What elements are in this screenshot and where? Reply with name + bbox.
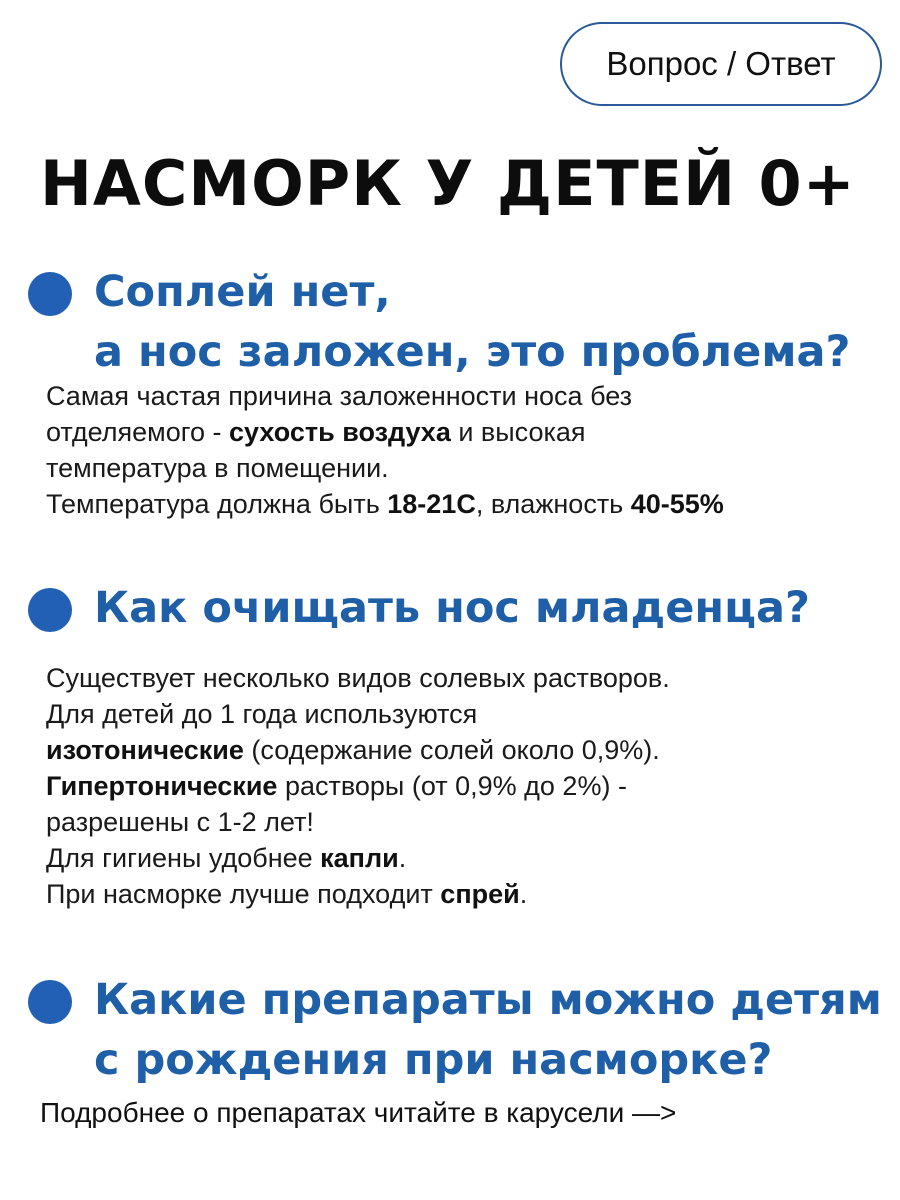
text-line: изотонические (содержание солей около 0,9%). [46, 735, 660, 765]
text-line: Самая частая причина заложенности носа без [46, 381, 633, 411]
page-title: НАСМОРК У ДЕТЕЙ 0+ [40, 147, 856, 220]
section-1-body [46, 378, 724, 522]
section-2-heading-line-1: Как очищать нос младенца? [94, 583, 810, 633]
section-3-heading-line-1: Какие препараты можно детям [94, 975, 882, 1025]
qa-badge-label: Вопрос / Ответ [606, 45, 836, 82]
text-line: Для гигиены удобнее капли. [46, 843, 407, 873]
bold-text: сухость воздуха [229, 417, 451, 447]
text-line: Существует несколько видов солевых растворов. [46, 663, 670, 693]
text-line: отделяемого - сухость воздуха и высокая [46, 417, 586, 447]
bullet-circle-icon [28, 980, 72, 1024]
section-2-heading [28, 578, 810, 638]
bold-text: Гипертонические [46, 771, 278, 801]
bullet-circle-icon [28, 588, 72, 632]
section-1-heading [28, 262, 850, 382]
section-3-heading [28, 970, 882, 1090]
section-1-heading-line-1: Соплей нет, [94, 267, 391, 317]
text-line: Для детей до 1 года используются [46, 699, 478, 729]
section-2-body [46, 660, 670, 912]
section-1-heading-line-2: а нос заложен, это проблема? [94, 327, 851, 377]
text-line: Температура должна быть 18-21С, влажность 40-55% [46, 489, 724, 519]
section-3-heading-line-2: с рождения при насморке? [94, 1035, 773, 1085]
text-line: температура в помещении. [46, 453, 389, 483]
text-line: Гипертонические растворы (от 0,9% до 2%) - [46, 771, 627, 801]
bold-text: изотонические [46, 735, 244, 765]
text-line: разрешены с 1-2 лет! [46, 807, 314, 837]
bold-text: 40-55% [630, 489, 724, 519]
bold-text: 18-21С [387, 489, 476, 519]
bold-text: капли [320, 843, 399, 873]
qa-badge [560, 22, 882, 106]
bullet-circle-icon [28, 272, 72, 316]
carousel-hint: Подробнее о препаратах читайте в карусели —> [40, 1097, 677, 1128]
text-line: При насморке лучше подходит спрей. [46, 879, 528, 909]
bold-text: спрей [440, 879, 520, 909]
